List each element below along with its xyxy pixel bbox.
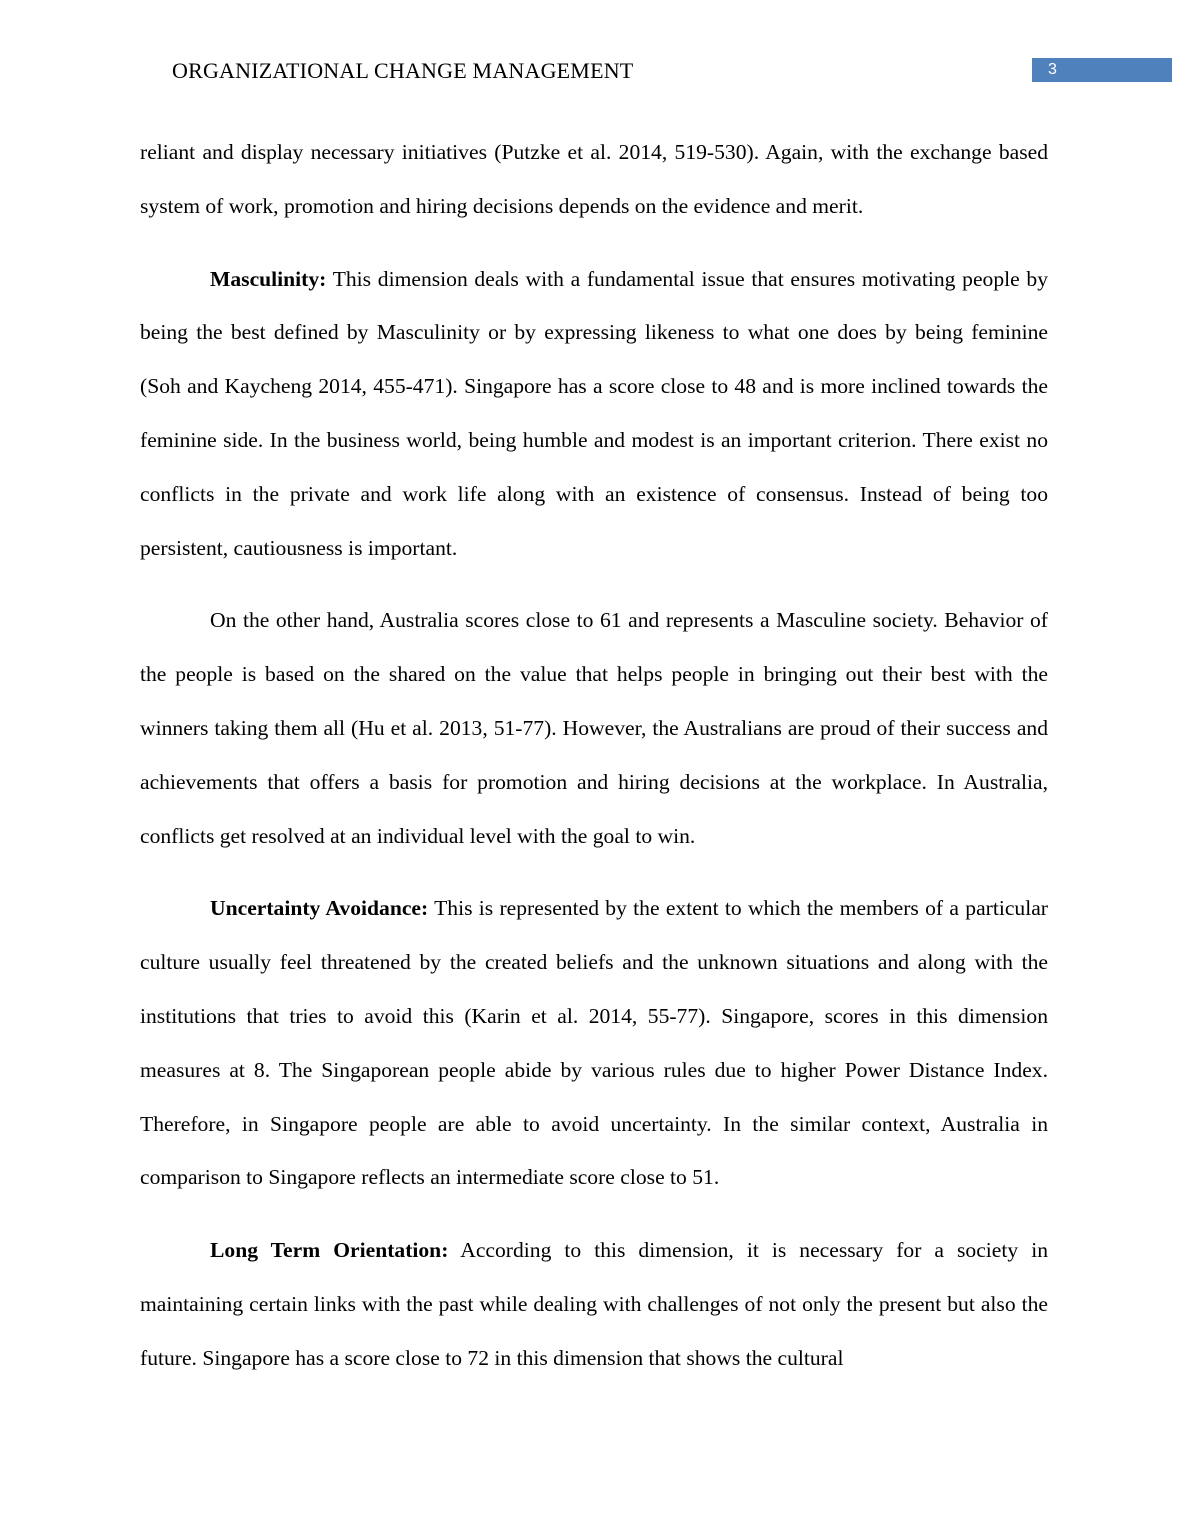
paragraph-text: This dimension deals with a fundamental issue that ensures motivating people by being the best defined by Masculinity or by expressing likeness to what one does by being feminine (Soh and Kaycheng 2014, 455-471). Singapore has a score close to 48 and is more inclined towards the feminine side. In the business world, being humble and modest is an important criterion. There exist no conflicts in the private and work life along with an existence of consensus. Instead of being too persistent, cautiousness is important. (140, 266, 1048, 560)
paragraph-uncertainty-avoidance (140, 882, 1048, 1205)
page-number: 3 (1048, 61, 1057, 78)
paragraph-text: This is represented by the extent to which the members of a particular culture usually feel threatened by the created beliefs and the unknown situations and along with the institutions that tries to avoid this (Karin et al. 2014, 55-77). Singapore, scores in this dimension measures at 8. The Singaporean people abide by various rules due to higher Power Distance Index. Therefore, in Singapore people are able to avoid uncertainty. In the similar context, Australia in comparison to Singapore reflects an intermediate score close to 51. (140, 896, 1048, 1190)
term-long-term-orientation: Long Term Orientation: (210, 1238, 449, 1263)
paragraph-text: reliant and display necessary initiatives (Putzke et al. 2014, 519-530). Again, with the exchange based system of work, promotion and hiring decisions depends on the evidence and merit. (140, 140, 1048, 218)
paragraph-text: According to this dimension, it is necessary for a society in maintaining certain links with the past while dealing with challenges of not only the present but also the future. Singapore has a score close to 72 in this dimension that shows the cultural (140, 1238, 1049, 1370)
paragraph-masculinity (140, 253, 1048, 576)
term-masculinity: Masculinity: (210, 266, 327, 291)
term-uncertainty-avoidance: Uncertainty Avoidance: (210, 896, 429, 921)
paragraph-australia-masculine (140, 594, 1048, 863)
paragraph-long-term-orientation (140, 1224, 1048, 1385)
paragraph-text: On the other hand, Australia scores close to 61 and represents a Masculine society. Behavior of the people is based on the shared on the value that helps people in bringing out their best with the winners taking them all (Hu et al. 2013, 51-77). However, the Australians are proud of their success and achievements that offers a basis for promotion and hiring decisions at the workplace. In Australia, conflicts get resolved at an individual level with the goal to win. (140, 608, 1048, 848)
running-head: ORGANIZATIONAL CHANGE MANAGEMENT (172, 58, 634, 83)
body-text (140, 126, 1048, 1405)
paragraph-continuation (140, 126, 1048, 234)
